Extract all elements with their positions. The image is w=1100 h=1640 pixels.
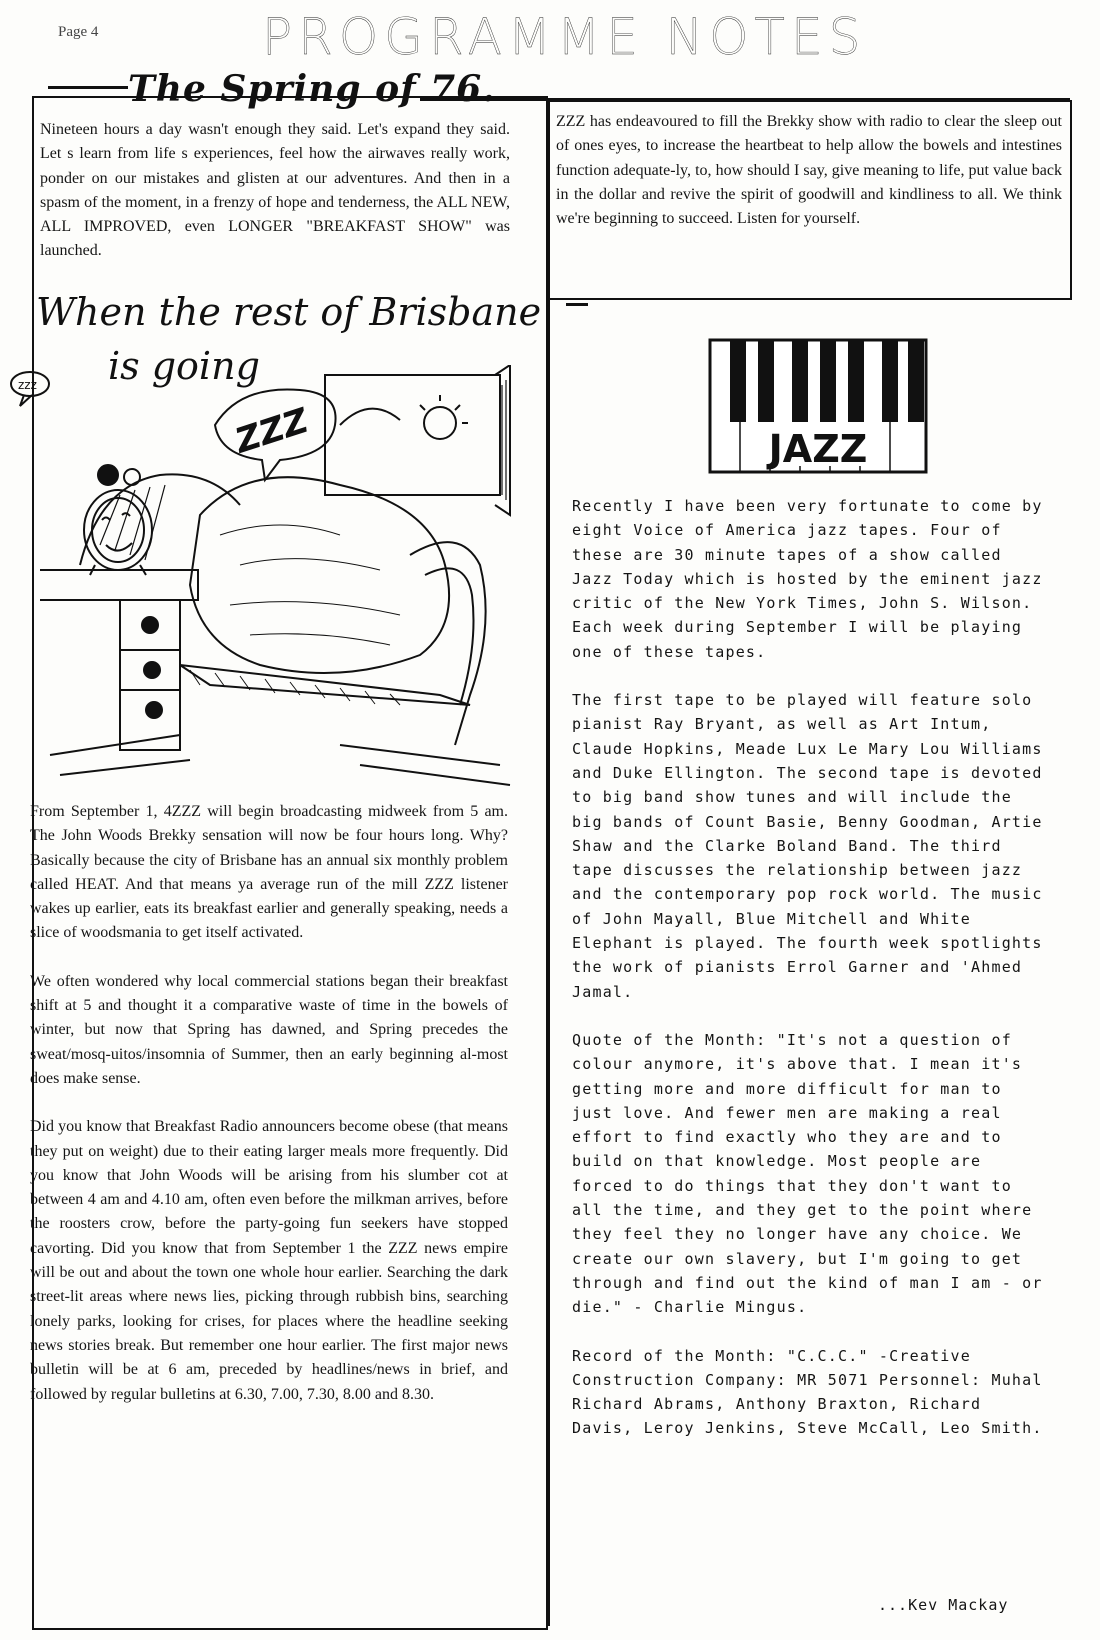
right-body	[572, 494, 1052, 1441]
left-paragraph-news-earlier: Did you know that Breakfast Radio announcers become obese (that means they put on weight) due to their eating larger meals more frequently. Did you know that John Woods will be arising from his slumber cot at between 4 am and 4.10 am, often even before the milkman arrives, before the roosters crow, before the party-going fun seekers have stopped cavorting. Did you know that from September 1 the ZZZ news empire will be out and about the town one whole hour earlier. Searching the dark street-lit areas where news lies, picking through rubbish bins, searching lonely parks, looking for crises, for places where the headline seeking news stories break. But remember one hour earlier. The first major news bulletin will be at 6 am, preceded by headlines/news in brief, and followed by regular bulletins at 6.30, 7.00, 7.30, 8.00 and 8.30.	[30, 1118, 508, 1403]
title-rule-right	[420, 98, 1070, 101]
zzz-bubble-text: zzz	[18, 378, 37, 392]
brekky-show-box-text: ZZZ has endeavoured to fill the Brekky show with radio to clear the sleep out of ones eyes, to increase the heartbeat to help allow the bowels and intestines function adequate-ly, to, how should I say, give meaning to life, put value back in the dollar and revive the spirit of goodwill and kindliness to all. We think we're beginning to succeed. Listen for yourself.	[556, 113, 1062, 228]
right-paragraph-voa-tapes: Recently I have been very fortunate to come by eight Voice of America jazz tapes. Four of these are 30 minute tapes of a show called Jazz Today which is hosted by the eminent jazz critic of the New York Times, John S. Wilson. Each week during September I will be playing one of these tapes.	[572, 497, 1043, 661]
zzz-big-bubble-text: ZZZ	[230, 400, 314, 462]
right-paragraph-record: Record of the Month: "C.C.C." -Creative Construction Company: MR 5071 Personnel: Muhal Richard Abrams, Anthony Braxton, Richard Davis, Leroy Jenkins, Steve McCall, Leo Smith.	[572, 1346, 1043, 1438]
page-number: Page 4	[58, 24, 99, 40]
right-paragraph-tape-schedule: The first tape to be played will feature solo pianist Ray Bryant, as well as Art Intum, Claude Hopkins, Meade Lux Le Mary Lou Williams and Duke Ellington. The second tape is devoted to big band show tunes and will include the big bands of Count Basie, Benny Goodman, Artie Shaw and the Clarke Boland Band. The third tape discusses the relationship between jazz and the contemporary pop rock world. The music of John Mayall, Blue Mitchell and White Elephant is played. The fourth week spotlights the work of pianists Errol Garner and 'Ahmed Jamal.	[572, 691, 1043, 1001]
handwritten-line-1: When the rest of Brisbane	[36, 290, 542, 334]
breakfast-intro: Nineteen hours a day wasn't enough they said. Let's expand they said. Let s learn from life s experiences, feel how the airwaves really work, ponder on our mistakes and glisten at our adventures. And then in a spasm of the moment, in a frenzy of hope and tenderness, the ALL NEW, ALL IMPROVED, even LONGER "BREAKFAST SHOW" was launched.	[40, 121, 510, 260]
left-body	[30, 800, 508, 1407]
title-rule-left	[48, 86, 128, 89]
jazz-piano-keys-icon	[708, 338, 928, 474]
divider-tick	[566, 303, 588, 306]
left-paragraph-heat: From September 1, 4ZZZ will begin broadcasting midweek from 5 am. The John Woods Brekky sensation will now be four hours long. Why? Basically because the city of Brisbane has an annual six monthly problem called HEAT. And that means ya average run of the mill ZZZ listener wakes up earlier, eats its breakfast earlier and generally speaking, needs a slice of woodsmania to get itself activated.	[30, 803, 508, 942]
right-paragraph-quote: Quote of the Month: "It's not a question of colour anymore, it's above that. I mean it's getting more and more difficult for man to just love. And fewer men are making a real effort to find exactly who they are and to build on that knowledge. Most people are forced to do things that they don't want to all the time, and they get to the point where they feel they no longer have any choice. We create our own slavery, but I'm going to get through and find out the kind of man I am - or die." - Charlie Mingus.	[572, 1030, 1043, 1317]
left-paragraph-commercial-stations: We often wondered why local commercial stations began their breakfast shift at 5 and thought it a comparative waste of time in the bowels of winter, but now that Spring has dawned, and Spring precedes the sweat/mosq-uitos/insomnia of Summer, then an early beginning al-most does make sense.	[30, 972, 508, 1087]
column-divider	[548, 296, 550, 1626]
masthead-title: PROGRAMME NOTES	[262, 8, 867, 66]
handwritten-line-2: is going	[108, 344, 260, 388]
spring-title: The Spring of 76.	[128, 68, 496, 110]
sleeping-cartoon-illustration	[40, 365, 520, 800]
author-signature: ...Kev Mackay	[878, 1596, 1009, 1614]
jazz-logo-text: JAZZ	[768, 427, 868, 471]
